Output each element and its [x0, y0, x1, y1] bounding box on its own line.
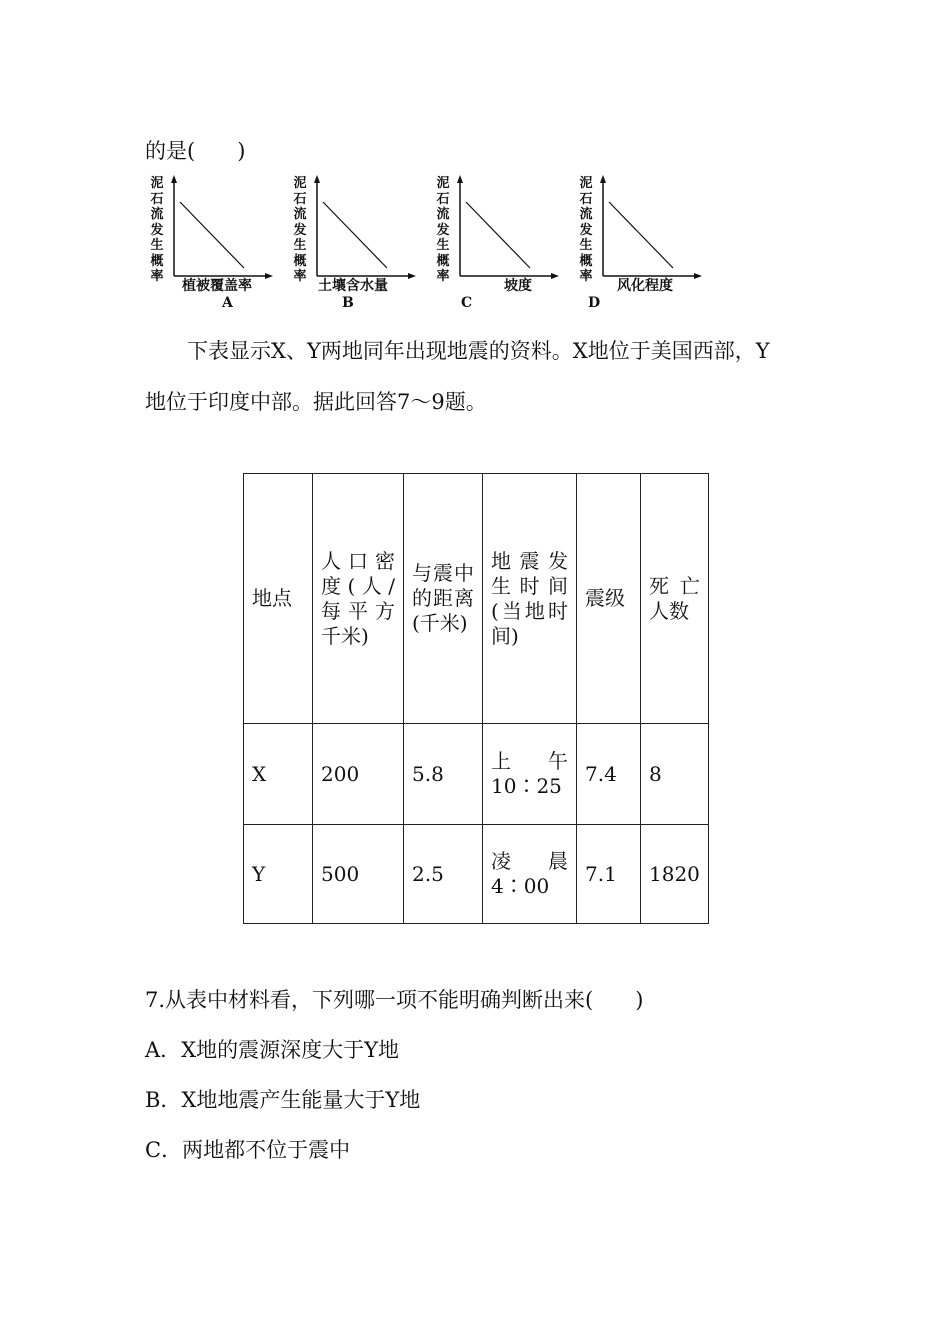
xlabel-d: 风化程度	[617, 278, 673, 294]
header-location: 地点	[244, 474, 313, 724]
cell-time: 上午10∶25	[483, 724, 577, 825]
figure-c	[426, 170, 566, 320]
cell-time: 凌晨4∶00	[483, 825, 577, 924]
cell-magnitude: 7.1	[577, 825, 641, 924]
cell-distance: 2.5	[404, 825, 483, 924]
cell-density: 500	[313, 825, 404, 924]
earthquake-table	[243, 473, 709, 924]
header-deaths: 死亡人数	[641, 474, 709, 724]
xlabel-c: 坡度	[504, 278, 532, 294]
cell-deaths: 8	[641, 724, 709, 825]
figure-letter-c: C	[461, 295, 473, 311]
figure-row	[140, 170, 700, 320]
cell-deaths: 1820	[641, 825, 709, 924]
table-header-row	[244, 474, 709, 724]
cell-location: Y	[244, 825, 313, 924]
option-b: B．X地地震产生能量大于Y地	[145, 1088, 421, 1112]
question-stem: 7.从表中材料看，下列哪一项不能明确判断出来( )	[145, 988, 644, 1012]
table-row	[244, 825, 709, 924]
cell-location: X	[244, 724, 313, 825]
ylabel-d: 泥石流发生概率	[579, 176, 593, 284]
intro-tail-text: 的是( )	[145, 139, 246, 163]
figure-letter-a: A	[222, 295, 233, 311]
header-time: 地震发生时间(当地时间)	[483, 474, 577, 724]
ylabel-a: 泥石流发生概率	[150, 176, 164, 284]
header-population-density: 人口密度(人/每平方千米)	[313, 474, 404, 724]
figure-letter-d: D	[588, 295, 601, 311]
xlabel-b: 土壤含水量	[318, 278, 388, 294]
figure-b	[283, 170, 423, 320]
header-distance: 与震中的距离(千米)	[404, 474, 483, 724]
cell-density: 200	[313, 724, 404, 825]
ylabel-b: 泥石流发生概率	[293, 176, 307, 284]
option-c: C．两地都不位于震中	[145, 1138, 351, 1162]
cell-distance: 5.8	[404, 724, 483, 825]
figure-a	[140, 170, 280, 320]
table-row	[244, 724, 709, 825]
passage-line-1: 下表显示X、Y两地同年出现地震的资料。X地位于美国西部，Y	[145, 339, 770, 363]
xlabel-a: 植被覆盖率	[182, 278, 252, 294]
header-magnitude: 震级	[577, 474, 641, 724]
figure-d	[569, 170, 709, 320]
figure-letter-b: B	[342, 295, 354, 311]
passage-line-2: 地位于印度中部。据此回答7～9题。	[145, 390, 487, 414]
option-a: A．X地的震源深度大于Y地	[145, 1038, 399, 1062]
cell-magnitude: 7.4	[577, 724, 641, 825]
ylabel-c: 泥石流发生概率	[436, 176, 450, 284]
